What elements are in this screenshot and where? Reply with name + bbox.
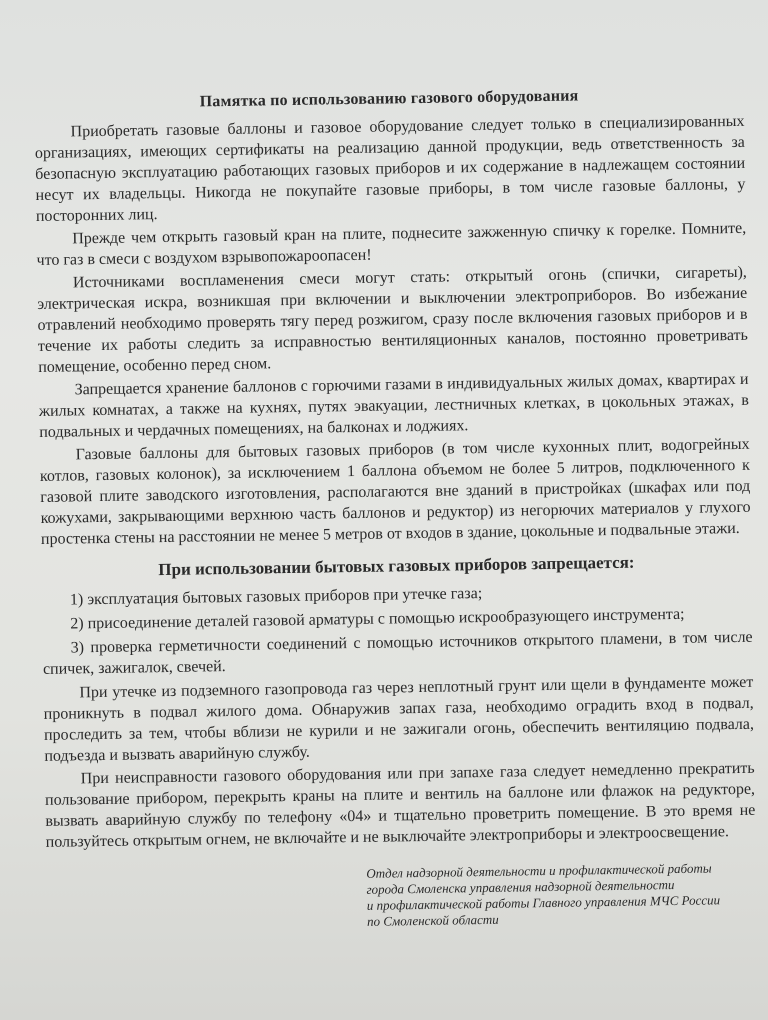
signature-line: по Смоленской области: [366, 911, 499, 929]
paragraph: Газовые баллоны для бытовых газовых приборов (в том числе кухонных плит, водогрейных котлов, газовых колонок), за исключением 1 баллона объемом не более 5 литров, подключенного к газовой плите заводского изготовления, располагаются вне зданий в пристройках (шкафах или под кожухами, закрывающими верхнюю часть баллонов и редуктор) из негорючих материалов у глухого простенка стены на расстоянии не менее 5 метров от входов в здание, цокольные и подвальные этажи.: [39, 435, 751, 548]
document-content: [34, 85, 757, 935]
prohibition-item: 3) проверка герметичности соединений с помощью источников открытого пламени, в том числе спичек, зажигалок, свечей.: [42, 628, 753, 678]
signature-block: [366, 860, 767, 930]
signature-line: города Смоленска управления надзорной деятельности: [366, 877, 675, 897]
paragraph: Прежде чем открыть газовый кран на плите, поднесите зажженную спичку к горелке. Помните, что газ в смеси с воздухом взрывопожароопасен!: [36, 219, 747, 269]
prohibition-item: 1) эксплуатация бытовых газовых приборов при утечке газа;: [69, 585, 483, 609]
paragraph: При неисправности газового оборудования или при запахе газа следует немедленно прекратить пользование прибором, перекрыть краны на плите и вентиль на баллоне или флажок на редукторе, вызвать аварийную службу по телефону «04» и тщательно проветрить помещение. В это время не пользуйтесь открытым огнем, не включайте и не выключайте электроприборы и электроосвещение.: [44, 759, 756, 851]
paragraph: Источниками воспламенения смеси могут стать: открытый огонь (спички, сигареты), электрическая искра, возникшая при включении и выключении электроприборов. Во избежание отравлений необходимо проверять тягу перед розжигом, сразу после включения газовых приборов и в течение их работы следить за исправностью вентиляционных каналов, постоянно проветривать помещение, особенно перед сном.: [37, 263, 748, 376]
prohibition-item: 2) присоединение деталей газовой арматуры с помощью искрообразующего инструмента;: [70, 605, 685, 633]
paragraph: Запрещается хранение баллонов с горючими газами в индивидуальных жилых домах, квартирах и жилых комнатах, а также на кухнях, путях эвакуации, лестничных клетках, в цокольных этажах, в подвальных и чердачных помещениях, на балконах и лоджиях.: [38, 370, 750, 441]
section-heading: При использовании бытовых газовых приборов запрещается:: [158, 552, 635, 580]
paragraph: Приобретать газовые баллоны и газовое оборудование следует только в специализированных организациях, имеющих сертификаты на реализацию данной продукции, ведь ответственность за безопасную эксплуатацию работающих газовых приборов и их содержание в надлежащем состоянии несут их владельцы. Никогда не покупайте газовые приборы, в том числе газовые баллоны, у посторонних лиц.: [34, 112, 746, 225]
document-title: Памятка по использованию газового оборудования: [199, 87, 579, 111]
signature-line: Отдел надзорной деятельности и профилактической работы: [366, 860, 712, 881]
signature-line: и профилактической работы Главного управления МЧС России: [366, 892, 721, 913]
paragraph: При утечке из подземного газопровода газ через неплотный грунт или щели в фундаменте может проникнуть в подвал жилого дома. Обнаружив запах газа, необходимо оградить вход в подвал, проследить за тем, чтобы вблизи не курили и не зажигали огонь, обеспечить вентиляцию подвала, подъезда и вызвать аварийную службу.: [43, 673, 755, 765]
